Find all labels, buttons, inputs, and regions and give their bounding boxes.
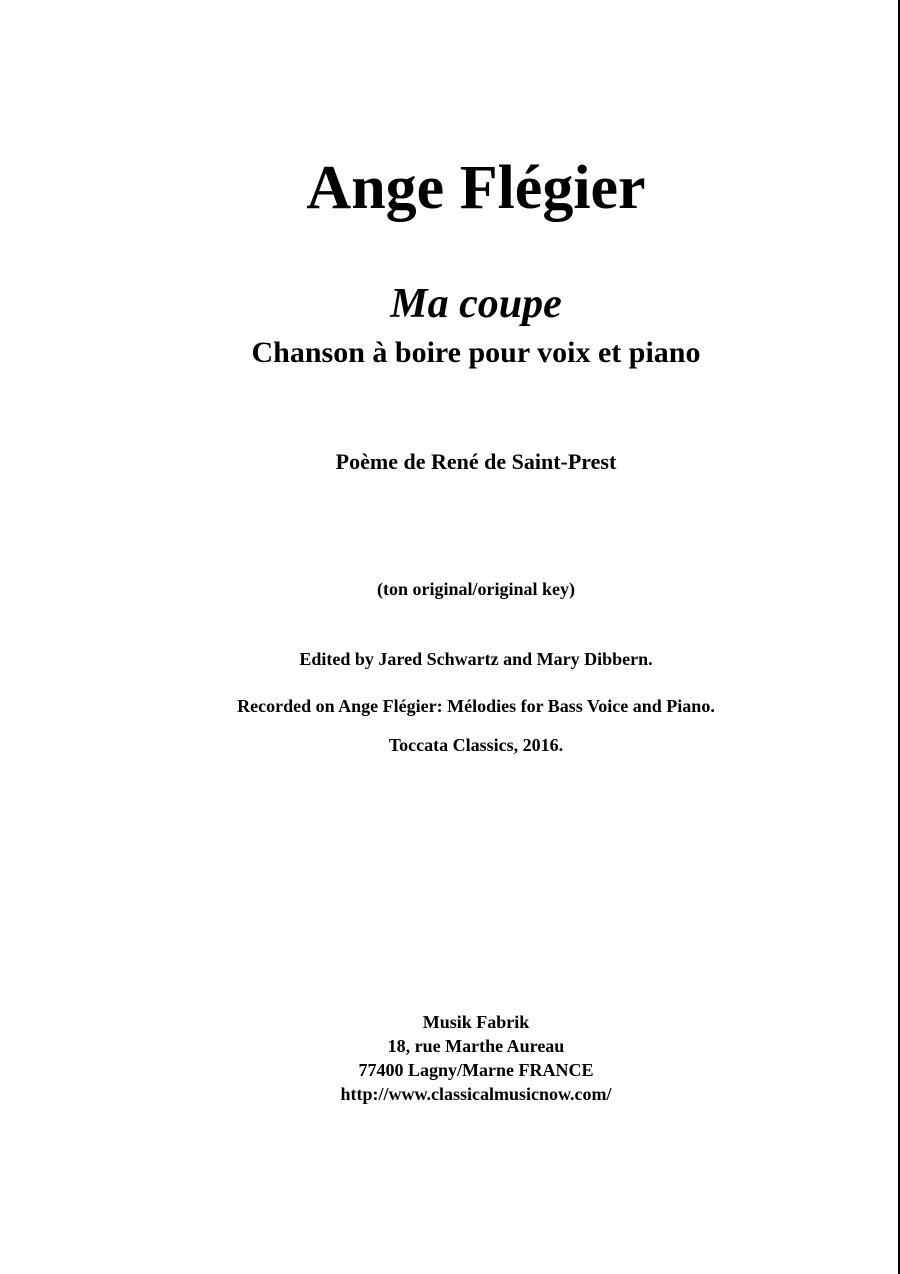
publisher-street: 18, rue Marthe Aureau bbox=[387, 1036, 565, 1056]
recording-credit: Recorded on Ange Flégier: Mélodies for Bass Voice and Piano. bbox=[237, 696, 715, 716]
key-note: (ton original/original key) bbox=[377, 579, 575, 599]
publisher-city: 77400 Lagny/Marne FRANCE bbox=[358, 1060, 594, 1080]
composer-name: Ange Flégier bbox=[306, 154, 646, 222]
recording-label: Toccata Classics, 2016. bbox=[388, 735, 564, 755]
publisher-name: Musik Fabrik bbox=[422, 1012, 530, 1032]
poem-credit: Poème de René de Saint-Prest bbox=[335, 449, 617, 474]
editors-credit: Edited by Jared Schwartz and Mary Dibbern. bbox=[299, 649, 653, 669]
publisher-website-link[interactable]: http://www.classicalmusicnow.com/ bbox=[340, 1084, 612, 1104]
work-title: Ma coupe bbox=[390, 281, 562, 327]
work-subtitle: Chanson à boire pour voix et piano bbox=[251, 336, 701, 369]
